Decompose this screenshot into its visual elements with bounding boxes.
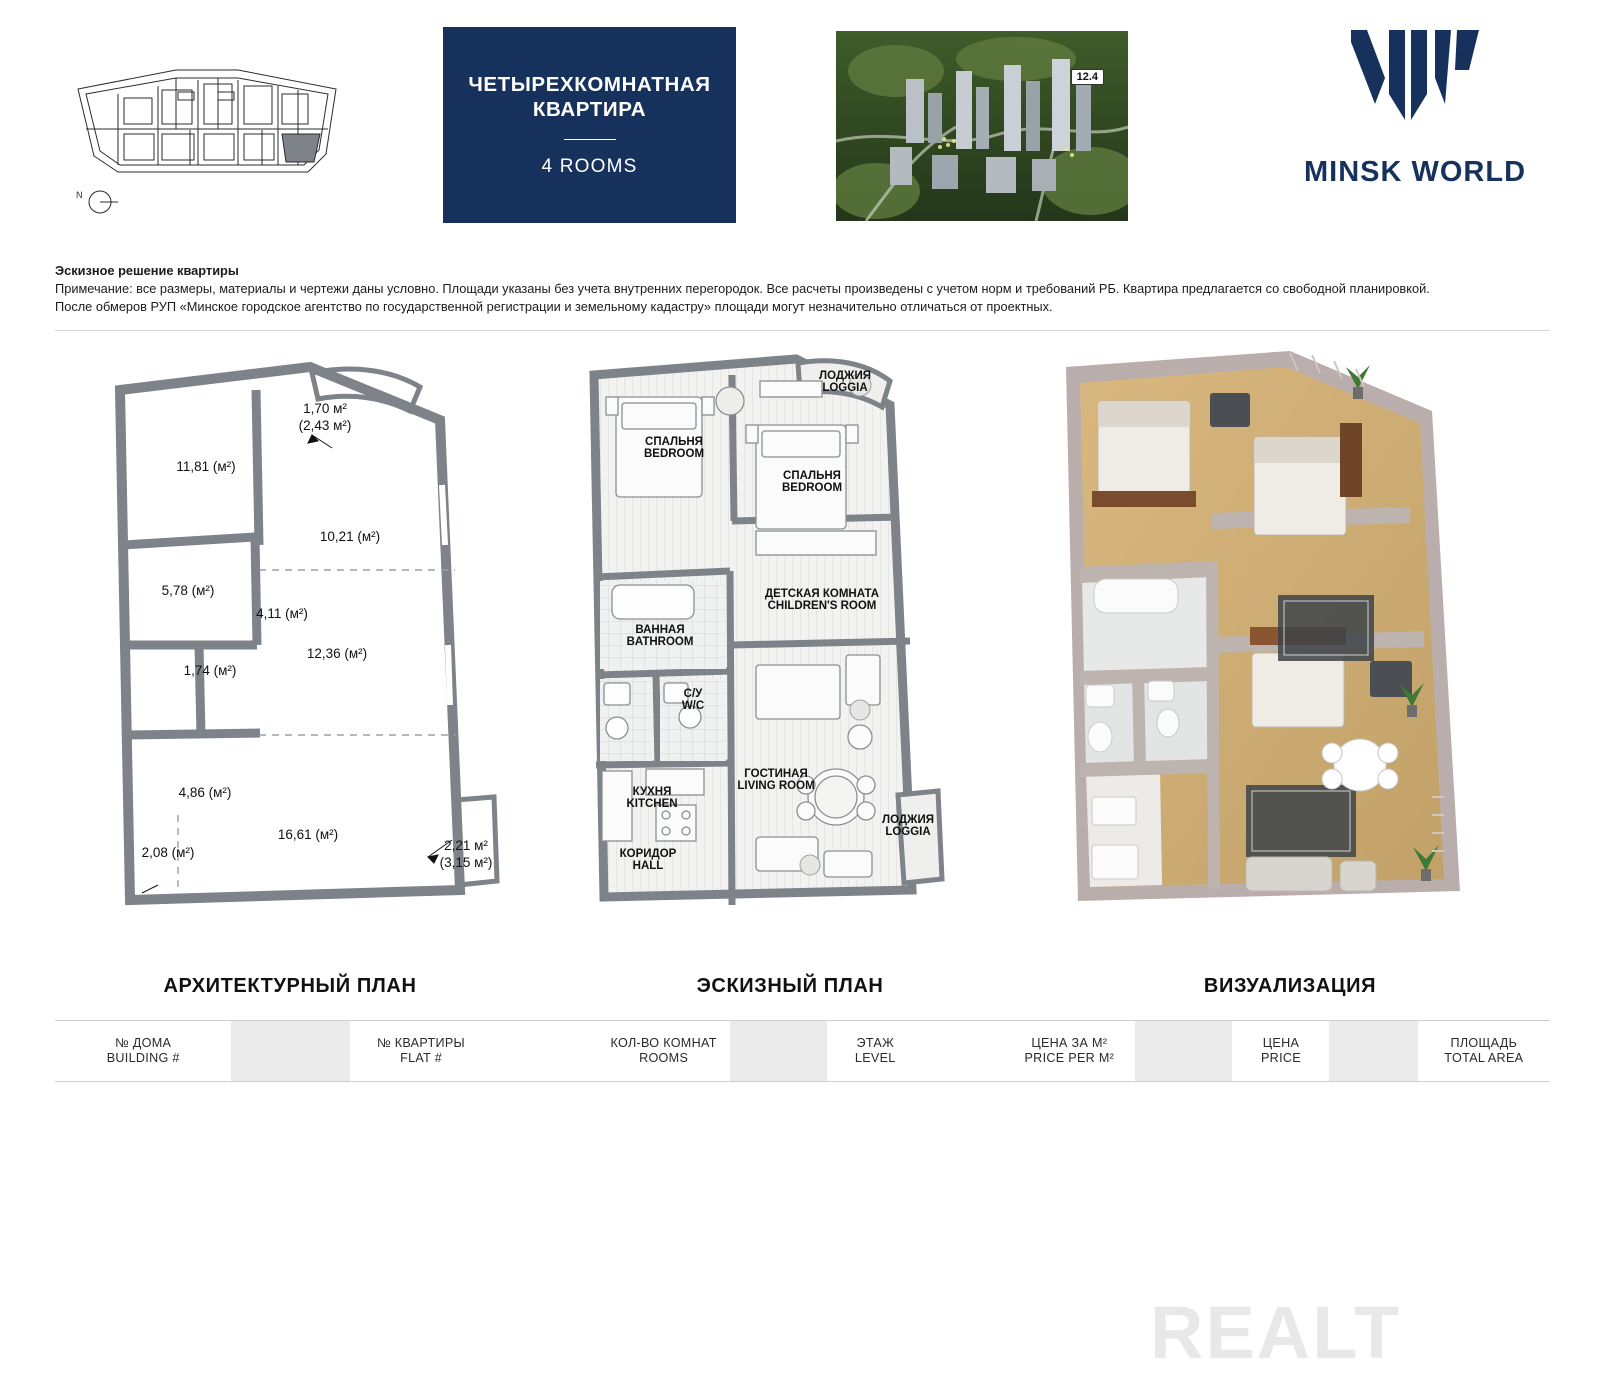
room-label-bedroom1-ru: СПАЛЬНЯ xyxy=(645,436,703,448)
area-label-a1: 11,81 (м²) xyxy=(176,459,236,474)
compass-rose xyxy=(76,190,118,213)
footer-value-price[interactable] xyxy=(1329,1021,1417,1081)
area-label-a9: 2,08 (м²) xyxy=(141,845,195,860)
visualization-render xyxy=(1040,345,1540,985)
loggia-top-area-2: (2,43 м²) xyxy=(298,418,352,433)
loggia-bottom-area-1: 2,21 м² xyxy=(444,838,488,853)
footer-cell-flat xyxy=(350,1021,491,1081)
footer-bottom-rule xyxy=(55,1081,1550,1082)
footer-label-rooms-en: ROOMS xyxy=(639,1051,689,1065)
area-label-a4: 4,11 (м²) xyxy=(256,606,308,621)
brand-block xyxy=(1275,24,1555,224)
header-divider xyxy=(55,330,1550,331)
brand-name: MINSK WORLD xyxy=(1303,156,1527,188)
footer-cell-total-area xyxy=(1418,1021,1550,1081)
footer-value-level[interactable] xyxy=(924,1021,1003,1081)
room-label-kitchen-ru: КУХНЯ xyxy=(632,786,672,798)
footer-label-price-per-m2-en: PRICE PER M² xyxy=(1024,1051,1115,1065)
footer-cell-building xyxy=(55,1021,231,1081)
footer-cell-price xyxy=(1232,1021,1329,1081)
footer-label-price-per-m2-ru: ЦЕНА ЗА М² xyxy=(1031,1035,1108,1050)
footer-label-rooms-ru: КОЛ-ВО КОМНАТ xyxy=(610,1035,717,1050)
room-label-wc-en: W/C xyxy=(681,700,705,712)
sheet-header xyxy=(0,0,1600,250)
sketch-plan xyxy=(560,345,1020,985)
footer-label-price-en: PRICE xyxy=(1260,1051,1301,1065)
title-ru-line1: ЧЕТЫРЕХКОМНАТНАЯ xyxy=(468,73,711,96)
footer-spec-table xyxy=(55,1021,1550,1081)
title-divider xyxy=(564,139,616,140)
compass-label: N xyxy=(76,190,83,200)
aerial-badge: 12.4 xyxy=(1071,69,1104,85)
notes-line-1: Примечание: все размеры, материалы и чертежи даны условно. Площади указаны без учета внутренних перегородок. Все расчеты произведены с учетом норм и требований РБ. Квартира предлагается со свободной планировкой. xyxy=(55,281,1430,297)
title-ru-line2: КВАРТИРА xyxy=(532,98,647,121)
caption-sketch: ЭСКИЗНЫЙ ПЛАН xyxy=(696,975,884,997)
footer-value-rooms[interactable] xyxy=(730,1021,827,1081)
architectural-plan xyxy=(60,345,520,985)
area-label-a7: 4,86 (м²) xyxy=(178,785,232,800)
notes-title: Эскизное решение квартиры xyxy=(55,263,239,278)
area-label-a2: 10,21 (м²) xyxy=(319,529,381,544)
room-label-bathroom-en: BATHROOM xyxy=(626,636,694,648)
room-label-hall-en: HALL xyxy=(632,860,664,872)
room-label-bedroom2-ru: СПАЛЬНЯ xyxy=(783,470,841,482)
area-label-a6: 12,36 (м²) xyxy=(306,646,368,661)
room-label-kitchen-en: KITCHEN xyxy=(626,798,678,810)
area-label-a8: 16,61 (м²) xyxy=(277,827,339,842)
aerial-render-image xyxy=(836,31,1128,221)
room-label-living-ru: ГОСТИНАЯ xyxy=(744,768,808,780)
footer-label-level-ru: ЭТАЖ xyxy=(856,1035,895,1050)
room-label-children-en: CHILDREN'S ROOM xyxy=(767,600,877,612)
footer-cell-level xyxy=(827,1021,924,1081)
floor-key-plan xyxy=(58,34,358,214)
room-label-living-en: LIVING ROOM xyxy=(737,780,815,792)
room-label-wc-ru: С/У xyxy=(683,688,703,700)
apartment-type-title xyxy=(443,27,736,223)
room-label-loggia-top-ru: ЛОДЖИЯ xyxy=(819,370,871,382)
room-label-bedroom2-en: BEDROOM xyxy=(781,482,843,494)
room-label-loggia-top-en: LOGGIA xyxy=(822,382,868,394)
room-label-bathroom-ru: ВАННАЯ xyxy=(635,624,685,636)
footer-cell-rooms xyxy=(597,1021,729,1081)
caption-visualization: ВИЗУАЛИЗАЦИЯ xyxy=(1203,975,1377,997)
loggia-bottom-area-2: (3,15 м²) xyxy=(439,855,493,870)
footer-cell-price-per-m2 xyxy=(1003,1021,1135,1081)
mw-monogram-icon xyxy=(1345,24,1485,142)
footer-value-building[interactable] xyxy=(231,1021,350,1081)
footer-label-total-area-ru: ПЛОЩАДЬ xyxy=(1450,1035,1518,1050)
footer-label-price-ru: ЦЕНА xyxy=(1262,1035,1300,1050)
room-label-loggia-bottom-ru: ЛОДЖИЯ xyxy=(882,814,934,826)
footer-label-building-en: BUILDING # xyxy=(106,1051,180,1065)
title-en: 4 ROOMS xyxy=(541,156,638,177)
footer-label-flat-en: FLAT # xyxy=(400,1051,443,1065)
room-label-loggia-bottom-en: LOGGIA xyxy=(885,826,931,838)
area-label-a3: 5,78 (м²) xyxy=(161,583,215,598)
watermark: REALT xyxy=(1150,1291,1402,1374)
loggia-top-area-1: 1,70 м² xyxy=(303,401,347,416)
notes-line-2: После обмеров РУП «Минское городское агентство по государственной регистрации и земельному кадастру» площади могут незначительно отличаться от проектных. xyxy=(55,298,1053,314)
room-label-children-ru: ДЕТСКАЯ КОМНАТА xyxy=(764,588,880,600)
area-label-a5: 1,74 (м²) xyxy=(183,663,237,678)
room-label-hall-ru: КОРИДОР xyxy=(619,848,677,860)
footer-value-price-per-m2[interactable] xyxy=(1135,1021,1232,1081)
footer-value-flat[interactable] xyxy=(492,1021,598,1081)
caption-architectural: АРХИТЕКТУРНЫЙ ПЛАН xyxy=(163,975,417,997)
footer-label-total-area-en: TOTAL AREA xyxy=(1444,1051,1524,1065)
notes-block xyxy=(55,262,1550,315)
footer-label-building-ru: № ДОМА xyxy=(115,1035,172,1050)
footer-label-flat-ru: № КВАРТИРЫ xyxy=(377,1035,465,1050)
footer-label-level-en: LEVEL xyxy=(854,1051,896,1065)
room-label-bedroom1-en: BEDROOM xyxy=(643,448,705,460)
